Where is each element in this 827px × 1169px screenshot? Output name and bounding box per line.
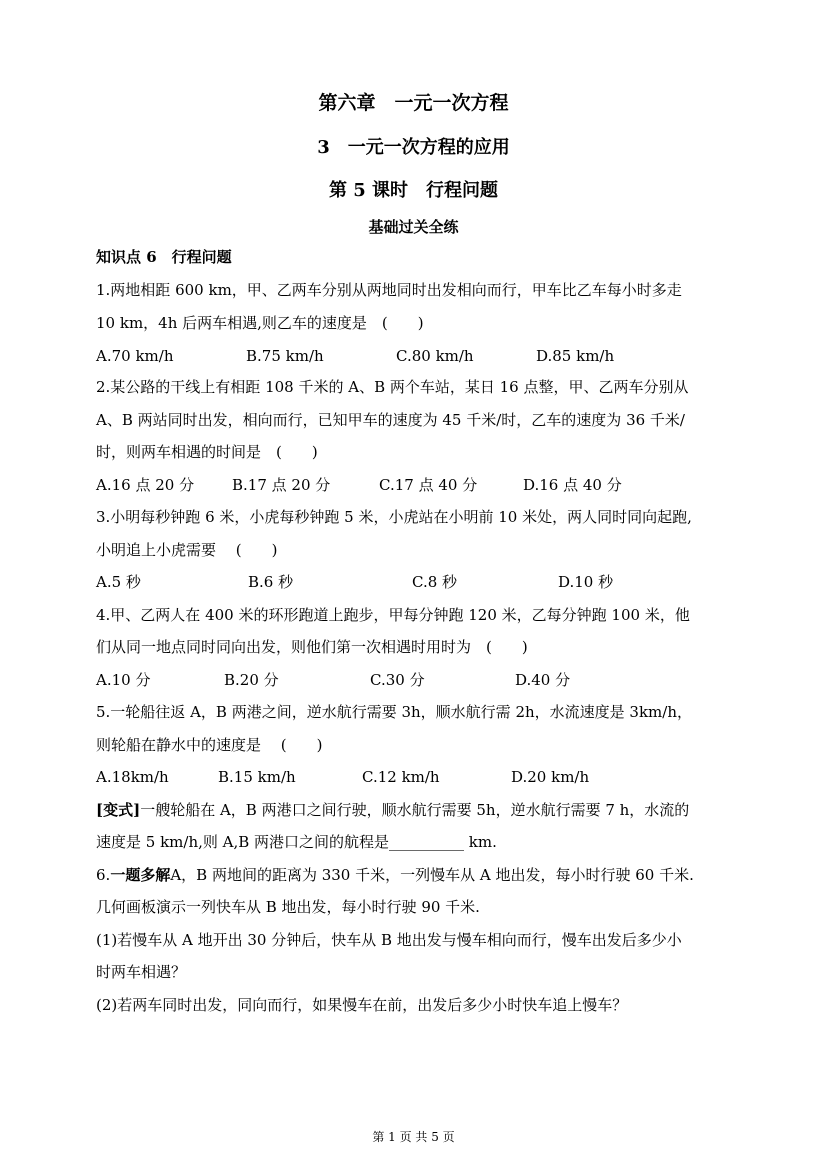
q3-line2: 小明追上小虎需要 ( ): [96, 541, 278, 559]
q6-sub1-line1: (1)若慢车从 A 地开出 30 分钟后，快车从 B 地出发与慢车相向而行，慢车出发后多少小: [96, 931, 682, 949]
q5-options: [96, 767, 746, 787]
q6-sub2-line1: (2)若两车同时出发，同向而行，如果慢车在前，出发后多少小时快车追上慢车？: [96, 996, 628, 1014]
exercise-subtitle: 基础过关全练: [368, 218, 459, 236]
q4-option-a: A.10 分: [96, 671, 151, 689]
q4-options: [96, 670, 746, 690]
q5-option-d: D.20 km/h: [511, 768, 590, 786]
page-footer: 第 1 页 共 5 页: [372, 1130, 455, 1144]
q4-option-c: C.30 分: [370, 671, 425, 689]
q3-line1: 3.小明每秒钟跑 6 米，小虎每秒钟跑 5 米，小虎站在小明前 10 米处，两人同时同向起跑,: [96, 508, 692, 526]
q2-line3: 时，则两车相遇的时间是 ( ): [96, 443, 318, 461]
q4-option-b: B.20 分: [224, 671, 279, 689]
q6-number: 6.: [96, 866, 111, 884]
q2-options: [96, 475, 746, 495]
q2-option-d: D.16 点 40 分: [523, 476, 622, 494]
q2-line1: 2.某公路的干线上有相距 108 千米的 A、B 两个车站，某日 16 点整，甲、乙两车分别从: [96, 378, 689, 396]
q5-option-c: C.12 km/h: [362, 768, 440, 786]
q2-option-a: A.16 点 20 分: [96, 476, 195, 494]
q1-options: [96, 346, 746, 366]
q6-text: A，B 两地间的距离为 330 千米，一列慢车从 A 地出发，每小时行驶 60 千米.: [170, 866, 694, 884]
q1-line2: 10 km，4h 后两车相遇,则乙车的速度是 ( ): [96, 314, 424, 332]
q3-option-c: C.8 秒: [412, 573, 458, 591]
q5-option-b: B.15 km/h: [218, 768, 296, 786]
chapter-title: 第六章 一元一次方程: [318, 92, 509, 114]
variant-text: 一艘轮船在 A，B 两港口之间行驶，顺水航行需要 5h，逆水航行需要 7 h，水流的: [140, 801, 690, 819]
q2-line2: A、B 两站同时出发，相向而行，已知甲车的速度为 45 千米/时，乙车的速度为 36 千米/: [96, 411, 685, 429]
q4-option-d: D.40 分: [515, 671, 571, 689]
q6-line2: 几何画板演示一列快车从 B 地出发，每小时行驶 90 千米.: [96, 898, 480, 916]
q1-line1: 1.两地相距 600 km，甲、乙两车分别从两地同时出发相向而行，甲车比乙车每小时多走: [96, 281, 682, 299]
q1-option-d: D.85 km/h: [536, 347, 615, 365]
q4-line2: 们从同一地点同时同向出发，则他们第一次相遇时用时为 ( ): [96, 638, 528, 656]
q3-option-d: D.10 秒: [558, 573, 614, 591]
q3-options: [96, 572, 746, 592]
q3-option-a: A.5 秒: [96, 573, 141, 591]
q5-line1: 5.一轮船往返 A，B 两港之间，逆水航行需要 3h，顺水航行需 2h，水流速度是 3km/h，: [96, 703, 692, 721]
q1-option-b: B.75 km/h: [246, 347, 324, 365]
q1-option-a: A.70 km/h: [96, 347, 174, 365]
lesson-title: 第 5 课时 行程问题: [328, 180, 499, 201]
q4-line1: 4.甲、乙两人在 400 米的环形跑道上跑步，甲每分钟跑 120 米，乙每分钟跑 100 米，他: [96, 606, 690, 624]
q5-option-a: A.18km/h: [96, 768, 169, 786]
q6-line1: [96, 865, 746, 885]
variant-line2: 速度是 5 km/h,则 A,B 两港口之间的航程是__________ km.: [96, 833, 497, 851]
q6-tag: 一题多解: [110, 866, 171, 884]
q5-line2: 则轮船在静水中的速度是 ( ): [96, 736, 323, 754]
section-title: 3 一元一次方程的应用: [317, 137, 510, 158]
q2-option-b: B.17 点 20 分: [232, 476, 331, 494]
q1-option-c: C.80 km/h: [396, 347, 474, 365]
variant-tag: [变式]: [96, 801, 141, 819]
q2-option-c: C.17 点 40 分: [379, 476, 478, 494]
knowledge-point-heading: 知识点 6 行程问题: [96, 248, 232, 266]
variant-line1: [96, 800, 746, 820]
q6-sub1-line2: 时两车相遇？: [96, 963, 187, 981]
q3-option-b: B.6 秒: [248, 573, 294, 591]
